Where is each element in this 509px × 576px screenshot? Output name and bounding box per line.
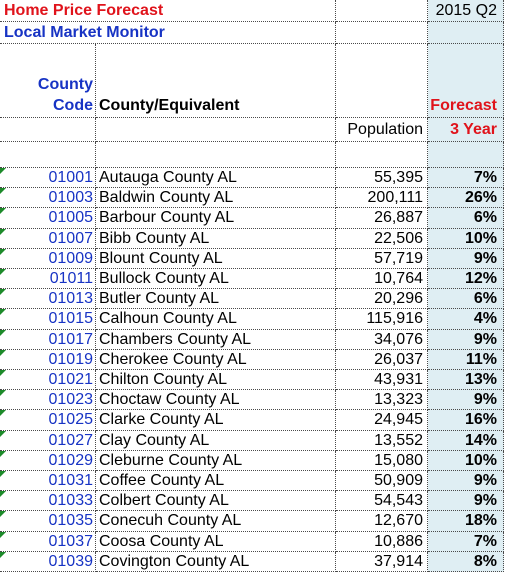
- county-code: 01009: [48, 249, 93, 267]
- forecast-cell[interactable]: [428, 491, 504, 511]
- error-indicator-icon: [0, 532, 6, 538]
- forecast-cell[interactable]: [428, 471, 504, 491]
- county-code: 01023: [48, 391, 93, 409]
- county-name: Calhoun County AL: [99, 310, 237, 328]
- table-row: [0, 552, 509, 572]
- forecast-value: 11%: [465, 350, 497, 368]
- forecast-cell[interactable]: [428, 188, 504, 208]
- empty-cell[interactable]: [96, 118, 336, 142]
- empty-cell[interactable]: [0, 142, 96, 168]
- population-cell[interactable]: [336, 309, 428, 329]
- county-name: Chambers County AL: [99, 330, 252, 348]
- county-name: Clarke County AL: [99, 411, 224, 429]
- forecast-cell[interactable]: [428, 229, 504, 249]
- population-value: 26,037: [374, 350, 423, 368]
- table-row: [0, 289, 509, 309]
- county-name: Bibb County AL: [99, 229, 210, 247]
- population-value: 12,670: [374, 512, 423, 530]
- forecast-cell[interactable]: [428, 370, 504, 390]
- forecast-cell[interactable]: [428, 330, 504, 350]
- error-indicator-icon: [0, 451, 6, 457]
- county-name: Bullock County AL: [99, 270, 229, 287]
- table-row: [0, 188, 509, 208]
- county-name-cell[interactable]: [96, 330, 336, 350]
- sheet-title: Home Price Forecast: [4, 2, 164, 19]
- county-code: 01007: [48, 229, 93, 247]
- county-name-cell[interactable]: [96, 390, 336, 410]
- empty-cell[interactable]: [336, 142, 428, 168]
- table-row: [0, 249, 509, 269]
- county-name-cell[interactable]: [96, 168, 336, 188]
- error-indicator-icon: [0, 552, 6, 558]
- population-cell[interactable]: [336, 532, 428, 552]
- blank-row: [0, 142, 509, 168]
- population-cell[interactable]: [336, 390, 428, 410]
- title-cell[interactable]: [0, 0, 336, 22]
- county-code: 01003: [48, 189, 93, 207]
- population-value: 15,080: [374, 451, 423, 469]
- population-cell[interactable]: [336, 249, 428, 269]
- population-value: 13,323: [374, 391, 423, 409]
- forecast-cell[interactable]: [428, 552, 504, 572]
- error-indicator-icon: [0, 491, 6, 497]
- sheet-subtitle: Local Market Monitor: [4, 24, 165, 41]
- forecast-cell[interactable]: [428, 410, 504, 430]
- population-cell[interactable]: [336, 552, 428, 572]
- table-row: [0, 390, 509, 410]
- county-code: 01015: [48, 310, 93, 328]
- error-indicator-icon: [0, 330, 6, 336]
- population-cell[interactable]: [336, 330, 428, 350]
- error-indicator-icon: [0, 168, 6, 174]
- county-code: 01035: [48, 512, 93, 530]
- forecast-cell[interactable]: [428, 350, 504, 370]
- table-row: [0, 532, 509, 552]
- forecast-value: 10%: [464, 451, 497, 469]
- error-indicator-icon: [0, 390, 6, 396]
- county-name: Barbour County AL: [99, 209, 235, 227]
- forecast-value: 6%: [473, 209, 497, 227]
- population-value: 54,543: [374, 492, 423, 510]
- population-value: 57,719: [374, 249, 423, 267]
- county-name: Baldwin County AL: [99, 189, 234, 207]
- table-row: [0, 309, 509, 329]
- county-name: Butler County AL: [99, 290, 220, 308]
- error-indicator-icon: [0, 309, 6, 315]
- county-name-cell[interactable]: [96, 451, 336, 471]
- error-indicator-icon: [0, 431, 6, 437]
- forecast-cell[interactable]: [428, 390, 504, 410]
- population-cell[interactable]: [336, 289, 428, 309]
- population-cell[interactable]: [336, 188, 428, 208]
- header-row: [0, 44, 509, 118]
- horizon-header-cell[interactable]: [428, 118, 504, 142]
- county-code-cell[interactable]: [0, 390, 96, 410]
- county-code: 01001: [48, 169, 93, 186]
- county-name: Coffee County AL: [99, 472, 225, 489]
- population-value: 20,296: [374, 290, 423, 308]
- county-code: 01005: [48, 209, 93, 227]
- county-code-cell[interactable]: [0, 491, 96, 511]
- population-value: 50,909: [374, 472, 423, 489]
- county-code-cell[interactable]: [0, 552, 96, 572]
- forecast-cell[interactable]: [428, 431, 504, 451]
- county-code-cell[interactable]: [0, 350, 96, 370]
- population-cell[interactable]: [336, 350, 428, 370]
- county-code-cell[interactable]: [0, 451, 96, 471]
- forecast-cell[interactable]: [428, 168, 504, 188]
- population-cell[interactable]: [336, 208, 428, 228]
- county-name-cell[interactable]: [96, 350, 336, 370]
- table-row: [0, 491, 509, 511]
- county-name: Conecuh County AL: [99, 512, 242, 530]
- error-indicator-icon: [0, 269, 6, 275]
- name-header-cell[interactable]: [96, 44, 336, 118]
- county-label: County: [37, 76, 93, 93]
- empty-cell[interactable]: [428, 142, 504, 168]
- population-cell[interactable]: [336, 168, 428, 188]
- subtitle-row: [0, 22, 509, 44]
- county-name-cell[interactable]: [96, 289, 336, 309]
- forecast-value: 9%: [473, 249, 497, 267]
- code-label: Code: [53, 97, 93, 114]
- population-cell[interactable]: [336, 491, 428, 511]
- subtitle-cell[interactable]: [0, 22, 336, 44]
- county-name-cell[interactable]: [96, 208, 336, 228]
- county-name: Coosa County AL: [99, 532, 224, 550]
- forecast-cell[interactable]: [428, 289, 504, 309]
- county-code: 01039: [48, 552, 93, 570]
- forecast-value: 9%: [473, 472, 497, 489]
- forecast-value: 12%: [464, 270, 497, 287]
- county-name-cell[interactable]: [96, 309, 336, 329]
- county-name-cell[interactable]: [96, 552, 336, 572]
- county-code-cell[interactable]: [0, 188, 96, 208]
- forecast-cell[interactable]: [428, 269, 504, 289]
- county-code: 01025: [48, 411, 93, 429]
- forecast-value: 6%: [473, 290, 497, 308]
- forecast-cell[interactable]: [428, 309, 504, 329]
- county-code: 01013: [48, 290, 93, 308]
- county-name-cell[interactable]: [96, 229, 336, 249]
- forecast-value: 26%: [464, 189, 497, 207]
- error-indicator-icon: [0, 370, 6, 376]
- county-name-cell[interactable]: [96, 410, 336, 430]
- empty-cell[interactable]: [428, 22, 504, 44]
- error-indicator-icon: [0, 350, 6, 356]
- county-name: Autauga County AL: [99, 169, 237, 186]
- county-code-cell[interactable]: [0, 168, 96, 188]
- county-name-cell[interactable]: [96, 431, 336, 451]
- forecast-label: Forecast: [430, 97, 497, 114]
- county-name-cell[interactable]: [96, 471, 336, 491]
- population-cell[interactable]: [336, 370, 428, 390]
- population-cell[interactable]: [336, 451, 428, 471]
- county-code: 01031: [48, 472, 93, 489]
- population-cell[interactable]: [336, 511, 428, 531]
- county-code-cell[interactable]: [0, 330, 96, 350]
- county-name: Clay County AL: [99, 431, 210, 449]
- forecast-value: 4%: [473, 310, 497, 328]
- population-label: Population: [347, 121, 423, 138]
- table-row: [0, 370, 509, 390]
- county-name: Covington County AL: [99, 552, 250, 570]
- county-code-cell[interactable]: [0, 309, 96, 329]
- title-row: [0, 0, 509, 22]
- county-code: 01011: [49, 270, 93, 287]
- forecast-cell[interactable]: [428, 511, 504, 531]
- population-cell[interactable]: [336, 410, 428, 430]
- county-code-cell[interactable]: [0, 511, 96, 531]
- population-cell[interactable]: [336, 431, 428, 451]
- table-row: [0, 330, 509, 350]
- county-code-cell[interactable]: [0, 370, 96, 390]
- table-row: [0, 229, 509, 249]
- county-name-cell[interactable]: [96, 188, 336, 208]
- county-code-cell[interactable]: [0, 532, 96, 552]
- county-code: 01017: [48, 330, 93, 348]
- period-cell[interactable]: [428, 0, 504, 22]
- table-row: [0, 471, 509, 491]
- population-value: 13,552: [374, 431, 423, 449]
- table-row: [0, 168, 509, 188]
- county-name-cell[interactable]: [96, 370, 336, 390]
- population-value: 26,887: [374, 209, 423, 227]
- forecast-value: 9%: [473, 492, 497, 510]
- forecast-value: 9%: [473, 330, 497, 348]
- forecast-value: 13%: [464, 371, 497, 388]
- county-name-cell[interactable]: [96, 532, 336, 552]
- forecast-value: 8%: [473, 552, 497, 570]
- county-name-cell[interactable]: [96, 269, 336, 289]
- horizon-label: 3 Year: [450, 121, 497, 138]
- county-name: Blount County AL: [99, 249, 223, 267]
- county-name: Choctaw County AL: [99, 391, 240, 409]
- population-value: 43,931: [374, 371, 423, 388]
- county-code: 01037: [48, 532, 93, 550]
- error-indicator-icon: [0, 511, 6, 517]
- county-code: 01029: [48, 451, 93, 469]
- county-code-cell[interactable]: [0, 249, 96, 269]
- population-value: 37,914: [374, 552, 423, 570]
- county-name-cell[interactable]: [96, 249, 336, 269]
- population-value: 10,886: [374, 532, 423, 550]
- county-code-cell[interactable]: [0, 289, 96, 309]
- table-row: [0, 350, 509, 370]
- county-name: Cherokee County AL: [99, 350, 247, 368]
- error-indicator-icon: [0, 410, 6, 416]
- code-header-cell[interactable]: [0, 44, 96, 118]
- forecast-cell[interactable]: [428, 532, 504, 552]
- table-row: [0, 511, 509, 531]
- forecast-value: 18%: [464, 512, 497, 530]
- table-row: [0, 431, 509, 451]
- county-name-cell[interactable]: [96, 511, 336, 531]
- population-value: 22,506: [374, 229, 423, 247]
- county-code: 01033: [48, 492, 93, 510]
- county-code: 01019: [48, 350, 93, 368]
- empty-cell[interactable]: [336, 22, 428, 44]
- county-code-cell[interactable]: [0, 431, 96, 451]
- population-value: 34,076: [374, 330, 423, 348]
- forecast-value: 16%: [464, 411, 497, 429]
- empty-cell[interactable]: [0, 118, 96, 142]
- county-code: 01021: [48, 371, 93, 388]
- population-value: 10,764: [374, 270, 423, 287]
- population-header-cell[interactable]: [336, 118, 428, 142]
- county-code-cell[interactable]: [0, 229, 96, 249]
- table-row: [0, 451, 509, 471]
- forecast-cell[interactable]: [428, 249, 504, 269]
- forecast-value: 9%: [473, 391, 497, 409]
- forecast-cell[interactable]: [428, 208, 504, 228]
- county-code-cell[interactable]: [0, 208, 96, 228]
- forecast-value: 14%: [464, 431, 497, 449]
- county-name: Chilton County AL: [99, 371, 228, 388]
- population-cell[interactable]: [336, 471, 428, 491]
- county-name: Cleburne County AL: [99, 451, 243, 469]
- error-indicator-icon: [0, 208, 6, 214]
- table-row: [0, 410, 509, 430]
- table-row: [0, 208, 509, 228]
- table-row: [0, 269, 509, 289]
- population-value: 200,111: [367, 189, 423, 207]
- period-label: 2015 Q2: [435, 2, 497, 19]
- forecast-cell[interactable]: [428, 451, 504, 471]
- county-code: 01027: [48, 431, 93, 449]
- population-value: 115,916: [366, 310, 423, 328]
- empty-cell[interactable]: [336, 0, 428, 22]
- population-cell[interactable]: [336, 229, 428, 249]
- population-value: 24,945: [374, 411, 423, 429]
- county-code-cell[interactable]: [0, 269, 96, 289]
- error-indicator-icon: [0, 188, 6, 194]
- population-value: 55,395: [374, 169, 423, 186]
- forecast-value: 7%: [473, 169, 497, 186]
- forecast-header-cell[interactable]: [428, 44, 504, 118]
- forecast-value: 10%: [464, 229, 497, 247]
- subheader-row: [0, 118, 509, 142]
- empty-cell[interactable]: [336, 44, 428, 118]
- county-code-cell[interactable]: [0, 471, 96, 491]
- county-name: Colbert County AL: [99, 492, 229, 510]
- forecast-value: 7%: [473, 532, 497, 550]
- name-header-label: County/Equivalent: [99, 97, 240, 114]
- error-indicator-icon: [0, 471, 6, 477]
- empty-cell[interactable]: [96, 142, 336, 168]
- county-name-cell[interactable]: [96, 491, 336, 511]
- population-cell[interactable]: [336, 269, 428, 289]
- error-indicator-icon: [0, 229, 6, 235]
- county-code-cell[interactable]: [0, 410, 96, 430]
- error-indicator-icon: [0, 289, 6, 295]
- error-indicator-icon: [0, 249, 6, 255]
